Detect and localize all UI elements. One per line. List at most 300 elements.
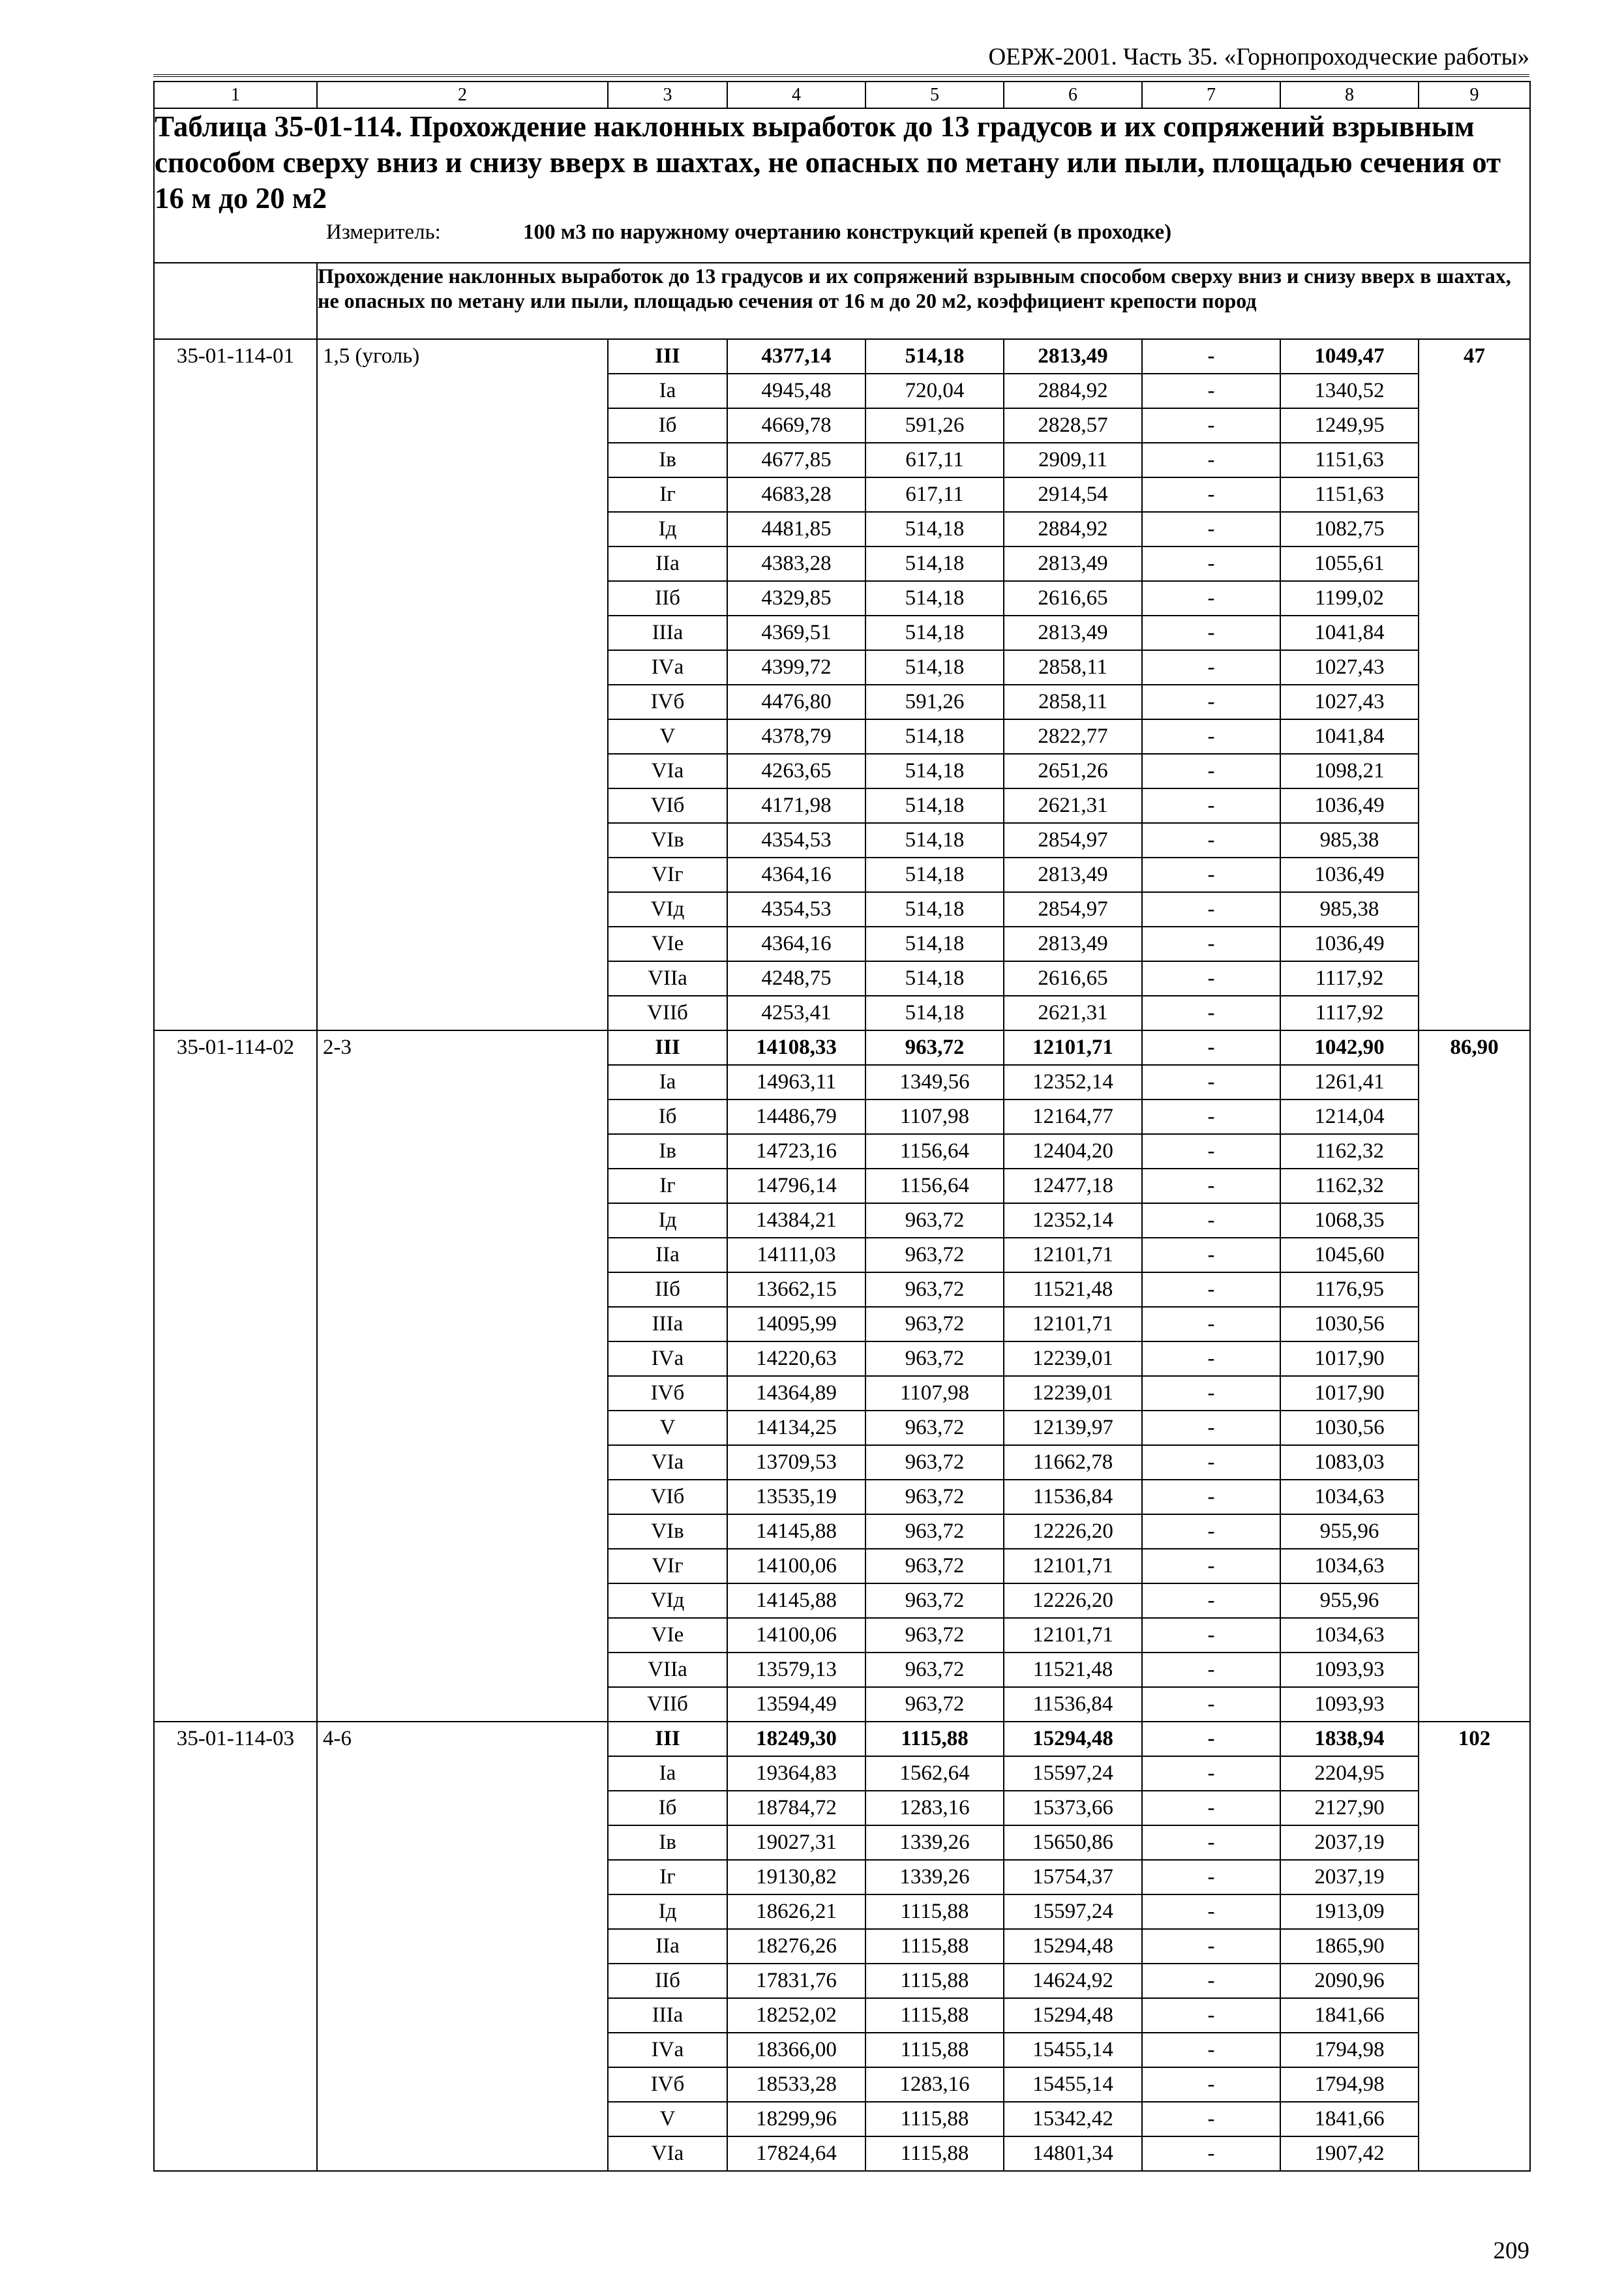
region-code: VIв bbox=[608, 1514, 727, 1549]
wages-cost: 1034,63 bbox=[1280, 1618, 1419, 1653]
region-code: Iд bbox=[608, 512, 727, 546]
wages-cost: 2037,19 bbox=[1280, 1825, 1419, 1860]
total-cost: 14108,33 bbox=[727, 1030, 865, 1065]
materials-cost: - bbox=[1142, 1860, 1280, 1894]
labor-cost: 514,18 bbox=[865, 581, 1004, 616]
wages-cost: 1794,98 bbox=[1280, 2067, 1419, 2102]
total-cost: 17824,64 bbox=[727, 2136, 865, 2171]
machine-cost: 12101,71 bbox=[1004, 1238, 1142, 1272]
materials-cost: - bbox=[1142, 1480, 1280, 1514]
machine-cost: 15294,48 bbox=[1004, 1998, 1142, 2033]
machine-cost: 12239,01 bbox=[1004, 1376, 1142, 1411]
machine-cost: 15294,48 bbox=[1004, 1722, 1142, 1756]
region-code: IVб bbox=[608, 685, 727, 719]
labor-cost: 1115,88 bbox=[865, 1998, 1004, 2033]
machine-cost: 15597,24 bbox=[1004, 1756, 1142, 1791]
labor-cost: 514,18 bbox=[865, 961, 1004, 996]
region-code: IIIа bbox=[608, 1307, 727, 1341]
machine-cost: 2914,54 bbox=[1004, 477, 1142, 512]
labor-cost: 963,72 bbox=[865, 1030, 1004, 1065]
machine-cost: 2854,97 bbox=[1004, 823, 1142, 858]
wages-cost: 1214,04 bbox=[1280, 1100, 1419, 1134]
region-code: Iв bbox=[608, 1825, 727, 1860]
materials-cost: - bbox=[1142, 477, 1280, 512]
wages-cost: 1913,09 bbox=[1280, 1894, 1419, 1929]
machine-cost: 12164,77 bbox=[1004, 1100, 1142, 1134]
table-row bbox=[154, 1030, 1530, 1065]
table-row bbox=[154, 339, 1530, 374]
total-cost: 14100,06 bbox=[727, 1549, 865, 1583]
materials-cost: - bbox=[1142, 339, 1280, 374]
wages-cost: 1027,43 bbox=[1280, 685, 1419, 719]
labor-hours: 102 bbox=[1419, 1722, 1530, 2171]
wages-cost: 1340,52 bbox=[1280, 374, 1419, 408]
materials-cost: - bbox=[1142, 546, 1280, 581]
region-code: IIб bbox=[608, 581, 727, 616]
total-cost: 4677,85 bbox=[727, 443, 865, 477]
total-cost: 19364,83 bbox=[727, 1756, 865, 1791]
rock-hardness: 2-3 bbox=[317, 1030, 608, 1722]
wages-cost: 1249,95 bbox=[1280, 408, 1419, 443]
region-code: IVа bbox=[608, 650, 727, 685]
machine-cost: 2858,11 bbox=[1004, 685, 1142, 719]
region-code: V bbox=[608, 719, 727, 754]
description-row bbox=[154, 263, 1530, 339]
region-code: Iа bbox=[608, 1065, 727, 1100]
machine-cost: 12139,97 bbox=[1004, 1411, 1142, 1445]
empty-cell bbox=[154, 263, 317, 339]
region-code: VIIб bbox=[608, 1687, 727, 1722]
materials-cost: - bbox=[1142, 1618, 1280, 1653]
labor-cost: 1115,88 bbox=[865, 2033, 1004, 2067]
total-cost: 18249,30 bbox=[727, 1722, 865, 1756]
labor-cost: 1156,64 bbox=[865, 1134, 1004, 1169]
total-cost: 4354,53 bbox=[727, 823, 865, 858]
total-cost: 14145,88 bbox=[727, 1514, 865, 1549]
total-cost: 13709,53 bbox=[727, 1445, 865, 1480]
materials-cost: - bbox=[1142, 1964, 1280, 1998]
labor-cost: 1115,88 bbox=[865, 1964, 1004, 1998]
labor-hours: 86,90 bbox=[1419, 1030, 1530, 1722]
materials-cost: - bbox=[1142, 616, 1280, 650]
labor-cost: 514,18 bbox=[865, 858, 1004, 892]
materials-cost: - bbox=[1142, 1341, 1280, 1376]
machine-cost: 12352,14 bbox=[1004, 1065, 1142, 1100]
wages-cost: 1041,84 bbox=[1280, 616, 1419, 650]
wages-cost: 1055,61 bbox=[1280, 546, 1419, 581]
labor-cost: 514,18 bbox=[865, 788, 1004, 823]
labor-cost: 1115,88 bbox=[865, 2136, 1004, 2171]
labor-cost: 1115,88 bbox=[865, 2102, 1004, 2136]
total-cost: 13662,15 bbox=[727, 1272, 865, 1307]
materials-cost: - bbox=[1142, 650, 1280, 685]
wages-cost: 2127,90 bbox=[1280, 1791, 1419, 1825]
region-code: Iг bbox=[608, 1860, 727, 1894]
wages-cost: 1034,63 bbox=[1280, 1480, 1419, 1514]
total-cost: 18533,28 bbox=[727, 2067, 865, 2102]
wages-cost: 1017,90 bbox=[1280, 1341, 1419, 1376]
materials-cost: - bbox=[1142, 685, 1280, 719]
region-code: VIг bbox=[608, 858, 727, 892]
wages-cost: 1117,92 bbox=[1280, 961, 1419, 996]
table-description: Прохождение наклонных выработок до 13 градусов и их сопряжений взрывным способом сверху вниз и снизу вверх в шахтах, не опасных по метану или пыли, площадью сечения от 16 м до 20 м2, коэффициент крепости пород bbox=[317, 263, 1530, 339]
page-number: 209 bbox=[1493, 2237, 1529, 2264]
labor-cost: 720,04 bbox=[865, 374, 1004, 408]
machine-cost: 2828,57 bbox=[1004, 408, 1142, 443]
region-code: Iд bbox=[608, 1894, 727, 1929]
materials-cost: - bbox=[1142, 1687, 1280, 1722]
meter-line bbox=[155, 218, 1529, 247]
materials-cost: - bbox=[1142, 1722, 1280, 1756]
column-number-row bbox=[154, 82, 1530, 108]
labor-cost: 1339,26 bbox=[865, 1860, 1004, 1894]
wages-cost: 1841,66 bbox=[1280, 1998, 1419, 2033]
total-cost: 14111,03 bbox=[727, 1238, 865, 1272]
region-code: VIв bbox=[608, 823, 727, 858]
machine-cost: 2616,65 bbox=[1004, 581, 1142, 616]
total-cost: 4364,16 bbox=[727, 858, 865, 892]
region-code: VIIб bbox=[608, 996, 727, 1030]
wages-cost: 985,38 bbox=[1280, 823, 1419, 858]
labor-cost: 514,18 bbox=[865, 546, 1004, 581]
column-number: 3 bbox=[608, 82, 727, 108]
machine-cost: 2813,49 bbox=[1004, 339, 1142, 374]
wages-cost: 1045,60 bbox=[1280, 1238, 1419, 1272]
machine-cost: 12239,01 bbox=[1004, 1341, 1142, 1376]
region-code: IVб bbox=[608, 1376, 727, 1411]
total-cost: 18366,00 bbox=[727, 2033, 865, 2067]
materials-cost: - bbox=[1142, 1169, 1280, 1203]
total-cost: 13594,49 bbox=[727, 1687, 865, 1722]
total-cost: 13579,13 bbox=[727, 1653, 865, 1687]
wages-cost: 2090,96 bbox=[1280, 1964, 1419, 1998]
materials-cost: - bbox=[1142, 581, 1280, 616]
wages-cost: 1036,49 bbox=[1280, 927, 1419, 961]
region-code: VIIа bbox=[608, 1653, 727, 1687]
labor-cost: 514,18 bbox=[865, 754, 1004, 788]
machine-cost: 2858,11 bbox=[1004, 650, 1142, 685]
materials-cost: - bbox=[1142, 1411, 1280, 1445]
machine-cost: 15455,14 bbox=[1004, 2033, 1142, 2067]
machine-cost: 11521,48 bbox=[1004, 1653, 1142, 1687]
region-code: IIа bbox=[608, 1238, 727, 1272]
machine-cost: 2621,31 bbox=[1004, 788, 1142, 823]
machine-cost: 15342,42 bbox=[1004, 2102, 1142, 2136]
materials-cost: - bbox=[1142, 1030, 1280, 1065]
machine-cost: 2621,31 bbox=[1004, 996, 1142, 1030]
materials-cost: - bbox=[1142, 961, 1280, 996]
total-cost: 4364,16 bbox=[727, 927, 865, 961]
machine-cost: 2651,26 bbox=[1004, 754, 1142, 788]
wages-cost: 1865,90 bbox=[1280, 1929, 1419, 1964]
machine-cost: 2616,65 bbox=[1004, 961, 1142, 996]
region-code: Iб bbox=[608, 408, 727, 443]
labor-cost: 1115,88 bbox=[865, 1722, 1004, 1756]
labor-cost: 514,18 bbox=[865, 823, 1004, 858]
materials-cost: - bbox=[1142, 2136, 1280, 2171]
machine-cost: 2813,49 bbox=[1004, 927, 1142, 961]
machine-cost: 12101,71 bbox=[1004, 1618, 1142, 1653]
total-cost: 14100,06 bbox=[727, 1618, 865, 1653]
materials-cost: - bbox=[1142, 1653, 1280, 1687]
labor-cost: 1115,88 bbox=[865, 1894, 1004, 1929]
total-cost: 14723,16 bbox=[727, 1134, 865, 1169]
materials-cost: - bbox=[1142, 1756, 1280, 1791]
wages-cost: 1841,66 bbox=[1280, 2102, 1419, 2136]
labor-cost: 963,72 bbox=[865, 1687, 1004, 1722]
labor-cost: 1283,16 bbox=[865, 1791, 1004, 1825]
total-cost: 17831,76 bbox=[727, 1964, 865, 1998]
labor-cost: 963,72 bbox=[865, 1653, 1004, 1687]
labor-cost: 514,18 bbox=[865, 650, 1004, 685]
labor-cost: 963,72 bbox=[865, 1272, 1004, 1307]
wages-cost: 1176,95 bbox=[1280, 1272, 1419, 1307]
wages-cost: 1794,98 bbox=[1280, 2033, 1419, 2067]
wages-cost: 1041,84 bbox=[1280, 719, 1419, 754]
materials-cost: - bbox=[1142, 823, 1280, 858]
wages-cost: 1093,93 bbox=[1280, 1687, 1419, 1722]
total-cost: 4945,48 bbox=[727, 374, 865, 408]
machine-cost: 2822,77 bbox=[1004, 719, 1142, 754]
machine-cost: 12404,20 bbox=[1004, 1134, 1142, 1169]
labor-cost: 1339,26 bbox=[865, 1825, 1004, 1860]
total-cost: 4354,53 bbox=[727, 892, 865, 927]
wages-cost: 1017,90 bbox=[1280, 1376, 1419, 1411]
machine-cost: 2813,49 bbox=[1004, 616, 1142, 650]
materials-cost: - bbox=[1142, 1929, 1280, 1964]
machine-cost: 15597,24 bbox=[1004, 1894, 1142, 1929]
region-code: Iг bbox=[608, 1169, 727, 1203]
total-cost: 18626,21 bbox=[727, 1894, 865, 1929]
labor-cost: 1115,88 bbox=[865, 1929, 1004, 1964]
table-row bbox=[154, 1722, 1530, 1756]
meter-label: Измеритель: bbox=[326, 220, 441, 244]
wages-cost: 1261,41 bbox=[1280, 1065, 1419, 1100]
region-code: III bbox=[608, 1030, 727, 1065]
labor-cost: 617,11 bbox=[865, 477, 1004, 512]
table-title-row bbox=[154, 108, 1530, 263]
wages-cost: 1151,63 bbox=[1280, 443, 1419, 477]
region-code: IIIа bbox=[608, 616, 727, 650]
materials-cost: - bbox=[1142, 996, 1280, 1030]
total-cost: 14486,79 bbox=[727, 1100, 865, 1134]
machine-cost: 15455,14 bbox=[1004, 2067, 1142, 2102]
wages-cost: 1030,56 bbox=[1280, 1307, 1419, 1341]
machine-cost: 2813,49 bbox=[1004, 546, 1142, 581]
total-cost: 4377,14 bbox=[727, 339, 865, 374]
rate-code: 35-01-114-01 bbox=[154, 339, 317, 1030]
total-cost: 18276,26 bbox=[727, 1929, 865, 1964]
labor-cost: 514,18 bbox=[865, 892, 1004, 927]
materials-cost: - bbox=[1142, 1134, 1280, 1169]
materials-cost: - bbox=[1142, 1100, 1280, 1134]
labor-cost: 963,72 bbox=[865, 1238, 1004, 1272]
total-cost: 4378,79 bbox=[727, 719, 865, 754]
wages-cost: 985,38 bbox=[1280, 892, 1419, 927]
machine-cost: 2854,97 bbox=[1004, 892, 1142, 927]
region-code: IIIа bbox=[608, 1998, 727, 2033]
wages-cost: 1068,35 bbox=[1280, 1203, 1419, 1238]
total-cost: 18784,72 bbox=[727, 1791, 865, 1825]
region-code: III bbox=[608, 339, 727, 374]
labor-cost: 963,72 bbox=[865, 1307, 1004, 1341]
column-number: 9 bbox=[1419, 82, 1530, 108]
materials-cost: - bbox=[1142, 892, 1280, 927]
labor-cost: 1349,56 bbox=[865, 1065, 1004, 1100]
wages-cost: 1162,32 bbox=[1280, 1134, 1419, 1169]
materials-cost: - bbox=[1142, 408, 1280, 443]
wages-cost: 955,96 bbox=[1280, 1583, 1419, 1618]
rate-code: 35-01-114-03 bbox=[154, 1722, 317, 2171]
total-cost: 4383,28 bbox=[727, 546, 865, 581]
materials-cost: - bbox=[1142, 1998, 1280, 2033]
document-title: ОЕРЖ-2001. Часть 35. «Горнопроходческие работы» bbox=[988, 44, 1529, 70]
region-code: VIа bbox=[608, 754, 727, 788]
region-code: VIб bbox=[608, 788, 727, 823]
rock-hardness: 4-6 bbox=[317, 1722, 608, 2171]
labor-cost: 1107,98 bbox=[865, 1100, 1004, 1134]
region-code: VIе bbox=[608, 927, 727, 961]
machine-cost: 15294,48 bbox=[1004, 1929, 1142, 1964]
total-cost: 4476,80 bbox=[727, 685, 865, 719]
total-cost: 4369,51 bbox=[727, 616, 865, 650]
wages-cost: 1199,02 bbox=[1280, 581, 1419, 616]
total-cost: 14796,14 bbox=[727, 1169, 865, 1203]
wages-cost: 2204,95 bbox=[1280, 1756, 1419, 1791]
region-code: III bbox=[608, 1722, 727, 1756]
total-cost: 4399,72 bbox=[727, 650, 865, 685]
total-cost: 14963,11 bbox=[727, 1065, 865, 1100]
materials-cost: - bbox=[1142, 1307, 1280, 1341]
total-cost: 13535,19 bbox=[727, 1480, 865, 1514]
labor-cost: 591,26 bbox=[865, 408, 1004, 443]
machine-cost: 15373,66 bbox=[1004, 1791, 1142, 1825]
labor-hours: 47 bbox=[1419, 339, 1530, 1030]
region-code: Iа bbox=[608, 1756, 727, 1791]
wages-cost: 1162,32 bbox=[1280, 1169, 1419, 1203]
machine-cost: 12352,14 bbox=[1004, 1203, 1142, 1238]
machine-cost: 2884,92 bbox=[1004, 512, 1142, 546]
total-cost: 4329,85 bbox=[727, 581, 865, 616]
column-number: 1 bbox=[154, 82, 317, 108]
labor-cost: 514,18 bbox=[865, 927, 1004, 961]
wages-cost: 1907,42 bbox=[1280, 2136, 1419, 2171]
materials-cost: - bbox=[1142, 2102, 1280, 2136]
materials-cost: - bbox=[1142, 443, 1280, 477]
machine-cost: 11662,78 bbox=[1004, 1445, 1142, 1480]
wages-cost: 1838,94 bbox=[1280, 1722, 1419, 1756]
wages-cost: 1042,90 bbox=[1280, 1030, 1419, 1065]
labor-cost: 963,72 bbox=[865, 1445, 1004, 1480]
rate-code: 35-01-114-02 bbox=[154, 1030, 317, 1722]
machine-cost: 11521,48 bbox=[1004, 1272, 1142, 1307]
labor-cost: 514,18 bbox=[865, 996, 1004, 1030]
region-code: VIд bbox=[608, 1583, 727, 1618]
wages-cost: 955,96 bbox=[1280, 1514, 1419, 1549]
machine-cost: 15650,86 bbox=[1004, 1825, 1142, 1860]
labor-cost: 963,72 bbox=[865, 1514, 1004, 1549]
materials-cost: - bbox=[1142, 788, 1280, 823]
total-cost: 4683,28 bbox=[727, 477, 865, 512]
region-code: VIд bbox=[608, 892, 727, 927]
materials-cost: - bbox=[1142, 754, 1280, 788]
total-cost: 4248,75 bbox=[727, 961, 865, 996]
machine-cost: 12101,71 bbox=[1004, 1549, 1142, 1583]
materials-cost: - bbox=[1142, 1549, 1280, 1583]
machine-cost: 2813,49 bbox=[1004, 858, 1142, 892]
labor-cost: 1156,64 bbox=[865, 1169, 1004, 1203]
labor-cost: 514,18 bbox=[865, 512, 1004, 546]
machine-cost: 14801,34 bbox=[1004, 2136, 1142, 2171]
materials-cost: - bbox=[1142, 1894, 1280, 1929]
wages-cost: 1098,21 bbox=[1280, 754, 1419, 788]
labor-cost: 514,18 bbox=[865, 719, 1004, 754]
wages-cost: 1027,43 bbox=[1280, 650, 1419, 685]
region-code: VIб bbox=[608, 1480, 727, 1514]
materials-cost: - bbox=[1142, 374, 1280, 408]
total-cost: 4253,41 bbox=[727, 996, 865, 1030]
total-cost: 19027,31 bbox=[727, 1825, 865, 1860]
total-cost: 18252,02 bbox=[727, 1998, 865, 2033]
region-code: IVб bbox=[608, 2067, 727, 2102]
meter-value: 100 м3 по наружному очертанию конструкций крепей (в проходке) bbox=[523, 220, 1172, 244]
machine-cost: 2884,92 bbox=[1004, 374, 1142, 408]
total-cost: 14384,21 bbox=[727, 1203, 865, 1238]
region-code: VIа bbox=[608, 1445, 727, 1480]
labor-cost: 1562,64 bbox=[865, 1756, 1004, 1791]
materials-cost: - bbox=[1142, 1825, 1280, 1860]
machine-cost: 14624,92 bbox=[1004, 1964, 1142, 1998]
wages-cost: 1117,92 bbox=[1280, 996, 1419, 1030]
labor-cost: 963,72 bbox=[865, 1203, 1004, 1238]
total-cost: 14220,63 bbox=[727, 1341, 865, 1376]
total-cost: 4171,98 bbox=[727, 788, 865, 823]
page-header bbox=[153, 39, 1529, 76]
total-cost: 14364,89 bbox=[727, 1376, 865, 1411]
wages-cost: 1036,49 bbox=[1280, 788, 1419, 823]
region-code: V bbox=[608, 2102, 727, 2136]
total-cost: 14134,25 bbox=[727, 1411, 865, 1445]
header-rule bbox=[153, 74, 1529, 77]
materials-cost: - bbox=[1142, 2067, 1280, 2102]
materials-cost: - bbox=[1142, 1065, 1280, 1100]
total-cost: 18299,96 bbox=[727, 2102, 865, 2136]
region-code: IIа bbox=[608, 546, 727, 581]
rates-table bbox=[153, 81, 1531, 2172]
region-code: Iб bbox=[608, 1791, 727, 1825]
table-title: Таблица 35-01-114. Прохождение наклонных выработок до 13 градусов и их сопряжений взрывным способом сверху вниз и снизу вверх в шахтах, не опасных по метану или пыли, площадью сечения от 16 м до 20 м2 bbox=[155, 110, 1501, 215]
wages-cost: 1030,56 bbox=[1280, 1411, 1419, 1445]
labor-cost: 963,72 bbox=[865, 1549, 1004, 1583]
labor-cost: 1283,16 bbox=[865, 2067, 1004, 2102]
labor-cost: 591,26 bbox=[865, 685, 1004, 719]
region-code: Iв bbox=[608, 443, 727, 477]
wages-cost: 1083,03 bbox=[1280, 1445, 1419, 1480]
machine-cost: 12477,18 bbox=[1004, 1169, 1142, 1203]
region-code: Iд bbox=[608, 1203, 727, 1238]
region-code: IVа bbox=[608, 1341, 727, 1376]
materials-cost: - bbox=[1142, 927, 1280, 961]
region-code: Iг bbox=[608, 477, 727, 512]
labor-cost: 963,72 bbox=[865, 1411, 1004, 1445]
materials-cost: - bbox=[1142, 719, 1280, 754]
materials-cost: - bbox=[1142, 858, 1280, 892]
region-code: IVа bbox=[608, 2033, 727, 2067]
machine-cost: 12101,71 bbox=[1004, 1307, 1142, 1341]
labor-cost: 1107,98 bbox=[865, 1376, 1004, 1411]
total-cost: 14145,88 bbox=[727, 1583, 865, 1618]
total-cost: 4263,65 bbox=[727, 754, 865, 788]
